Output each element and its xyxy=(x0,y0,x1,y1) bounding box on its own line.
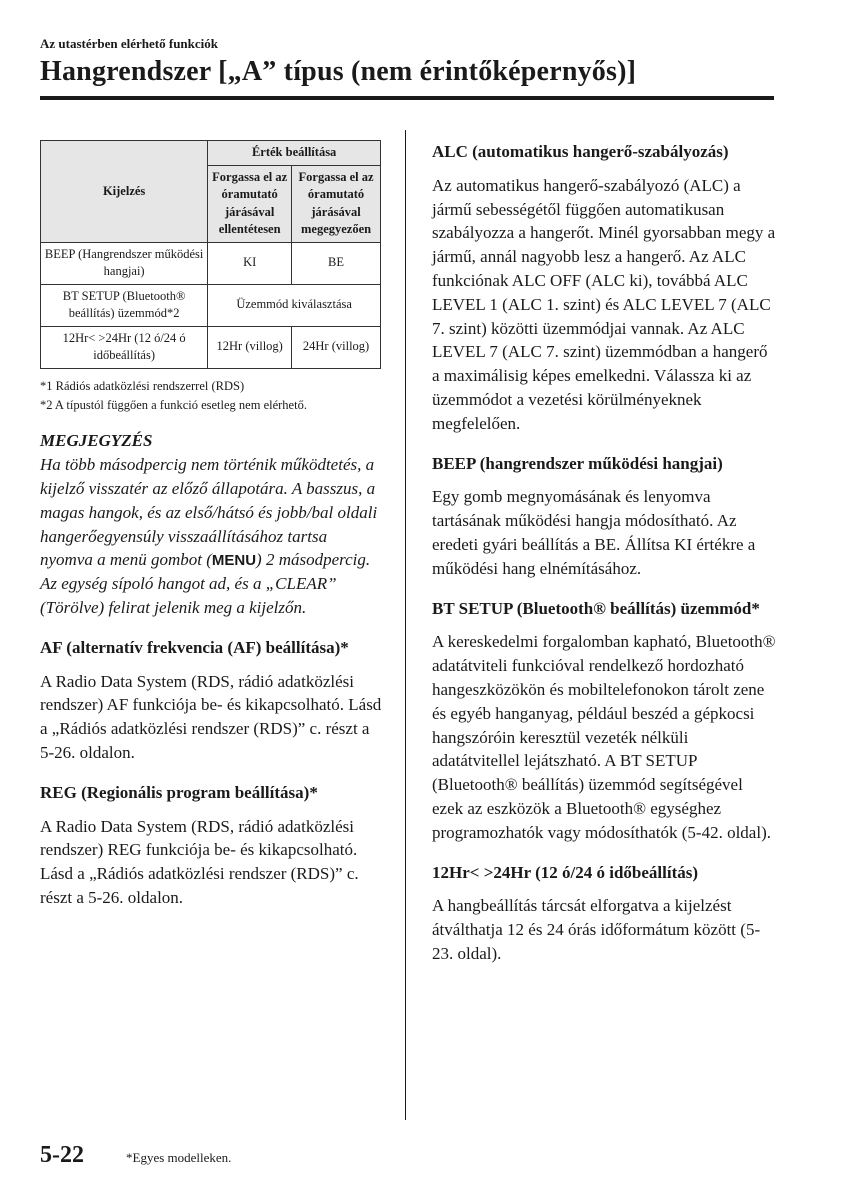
section-body: A hangbeállítás tárcsát elforgatva a kijelzést átválthatja 12 és 24 órás időformátum között (5-23. oldal). xyxy=(432,896,761,963)
note-text: Ha több másodpercig nem történik működtetés, a kijelző visszatér az előző állapotára. A basszus, a magas hangok, és az első/hátsó és jobb/bal oldali hangerőegyensúly visszaállításához tartsa nyomva a menü gombot ( xyxy=(40,455,378,570)
menu-key-label: MENU xyxy=(211,552,257,570)
note-heading: MEGJEGYZÉS xyxy=(40,431,153,451)
page-number: 5-22 xyxy=(40,1142,84,1168)
table-row xyxy=(41,242,381,284)
left-column xyxy=(40,140,383,910)
section-heading: ALC (automatikus hangerő-szabályozás) xyxy=(432,142,729,161)
right-column xyxy=(432,140,777,966)
table-row xyxy=(41,284,381,326)
footnote: *2 A típustól függően a funkció esetleg nem elérhető. xyxy=(40,397,307,412)
section-heading: AF (alternatív frekvencia (AF) beállítása)* xyxy=(40,637,349,657)
section-heading: BT SETUP (Bluetooth® beállítás) üzemmód* xyxy=(432,598,760,618)
footnote: *1 Rádiós adatközlési rendszerrel (RDS) xyxy=(40,378,245,393)
section-body: Az automatikus hangerő-szabályozó (ALC) a jármű sebességétől függően automatikusan szabályozza a hangerőt. Minél gyorsabban megy a jármű, annál nagyobb lesz a hangerő. Az ALC funkciónak ALC OFF (ALC ki), továbbá ALC LEVEL 1 (ALC 1. szint) és ALC LEVEL 7 (ALC 7. szint) közötti üzemmódjai vannak. Az ALC LEVEL 7 (ALC 7. szint) üzemmódban a hangerő a maximálisig képes emelkedni. Válassza ki az üzemmódot a vezetési körülményeknek megfelelően. xyxy=(432,175,776,433)
row-label: BEEP (Hangrendszer működési hangjai) xyxy=(41,242,208,284)
column-divider xyxy=(405,130,406,1120)
table-row xyxy=(41,326,381,368)
row-value-counter: 12Hr (villog) xyxy=(208,326,292,368)
header-clockwise: Forgassa el az óramutató járásával megegyezően xyxy=(292,165,381,242)
row-value-clockwise: 24Hr (villog) xyxy=(292,326,381,368)
footer-note: *Egyes modelleken. xyxy=(126,1150,232,1165)
row-label: BT SETUP (Bluetooth® beállítás) üzemmód*2 xyxy=(41,284,208,326)
note-text: ) 2 másodpercig. Az egység sípoló hangot ad, és a „CLEAR” (Törölve) felirat jelenik meg a kijelzőn. xyxy=(40,550,371,618)
section-body: A kereskedelmi forgalomban kapható, Bluetooth® adatátviteli funkcióval rendelkező hordozható hangeszközökön és mobiltelefonokon tárolt zene és egyéb hanganyag, például beszéd a gépkocsi hangszóróin keresztül vezeték nélküli adatátvitellel lejátszható. A BT SETUP (Bluetooth® beállítás) üzemmód segítségével ezek az eszközök a Bluetooth® egységhez programozhatók vagy módosíthatók (5-42. oldal). xyxy=(432,632,776,842)
section-body: Egy gomb megnyomásának és lenyomva tartásának működési hangja módosítható. Az eredeti gyári beállítás a BE. Állítsa KI értékre a működési hang elnémításához. xyxy=(432,487,756,578)
header-value: Érték beállítása xyxy=(208,141,381,166)
section-body: A Radio Data System (RDS, rádió adatközlési rendszer) REG funkciója be- és kikapcsolható. Lásd a „Rádiós adatközlési rendszer (RDS)” c. részt a 5-26. oldalon. xyxy=(40,816,359,907)
row-value-counter: KI xyxy=(208,242,292,284)
header-counter-clockwise: Forgassa el az óramutató járásával ellentétesen xyxy=(208,165,292,242)
header-display: Kijelzés xyxy=(41,141,208,243)
table-footnotes xyxy=(40,377,383,416)
page-title: Hangrendszer [„A” típus (nem érintőképernyős)] xyxy=(40,56,637,87)
note-body xyxy=(40,453,383,620)
section-label: Az utastérben elérhető funkciók xyxy=(40,36,219,51)
section-heading: REG (Regionális program beállítása)* xyxy=(40,782,318,802)
section-heading: 12Hr< >24Hr (12 ó/24 ó időbeállítás) xyxy=(432,862,699,882)
settings-table xyxy=(40,140,381,369)
row-value-clockwise: BE xyxy=(292,242,381,284)
title-rule xyxy=(40,96,774,100)
section-heading: BEEP (hangrendszer működési hangjai) xyxy=(432,453,723,473)
row-value-merged: Üzemmód kiválasztása xyxy=(208,284,381,326)
row-label: 12Hr< >24Hr (12 ó/24 ó időbeállítás) xyxy=(41,326,208,368)
section-body: A Radio Data System (RDS, rádió adatközlési rendszer) AF funkciója be- és kikapcsolható. Lásd a „Rádiós adatközlési rendszer (RDS)” c. részt a 5-26. oldalon. xyxy=(40,671,382,763)
